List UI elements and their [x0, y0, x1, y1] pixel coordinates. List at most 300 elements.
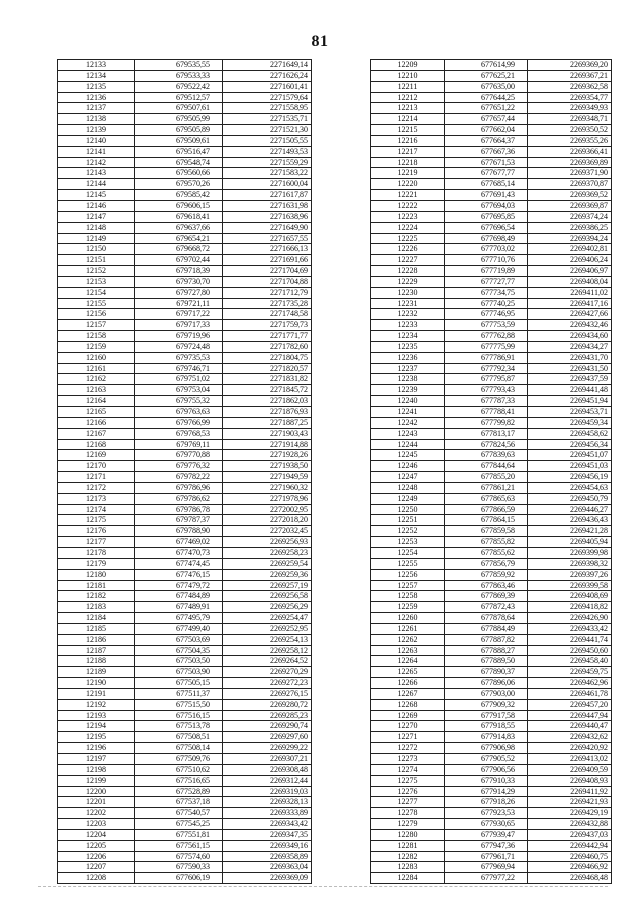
y-coordinate-cell: 2269451,07: [528, 450, 612, 461]
table-row: [58, 233, 312, 244]
x-coordinate-cell: 677856,79: [445, 558, 528, 569]
x-coordinate-cell: 677889,50: [445, 656, 528, 667]
y-coordinate-cell: 2271600,04: [223, 179, 312, 190]
y-coordinate-cell: 2269432,46: [528, 320, 612, 331]
y-coordinate-cell: 2269370,87: [528, 179, 612, 190]
y-coordinate-cell: 2271704,88: [223, 276, 312, 287]
page-bottom-edge: [38, 886, 608, 887]
y-coordinate-cell: 2269437,03: [528, 829, 612, 840]
table-row: [58, 146, 312, 157]
y-coordinate-cell: 2271558,95: [223, 103, 312, 114]
x-coordinate-cell: 679505,89: [135, 125, 223, 136]
point-number-cell: 12146: [58, 200, 135, 211]
point-number-cell: 12154: [58, 287, 135, 298]
table-row: [371, 320, 612, 331]
x-coordinate-cell: 679570,26: [135, 179, 223, 190]
table-row: [58, 537, 312, 548]
point-number-cell: 12213: [371, 103, 445, 114]
x-coordinate-cell: 679786,78: [135, 504, 223, 515]
x-coordinate-cell: 677896,06: [445, 678, 528, 689]
y-coordinate-cell: 2269450,60: [528, 645, 612, 656]
table-row: [371, 472, 612, 483]
table-row: [58, 602, 312, 613]
y-coordinate-cell: 2269259,36: [223, 569, 312, 580]
table-row: [371, 699, 612, 710]
y-coordinate-cell: 2269362,58: [528, 81, 612, 92]
point-number-cell: 12135: [58, 81, 135, 92]
x-coordinate-cell: 677504,35: [135, 645, 223, 656]
point-number-cell: 12252: [371, 526, 445, 537]
x-coordinate-cell: 679507,61: [135, 103, 223, 114]
y-coordinate-cell: 2271559,29: [223, 157, 312, 168]
y-coordinate-cell: 2269285,23: [223, 710, 312, 721]
x-coordinate-cell: 677635,00: [445, 81, 528, 92]
table-row: [58, 450, 312, 461]
x-coordinate-cell: 679755,32: [135, 396, 223, 407]
x-coordinate-cell: 677664,37: [445, 135, 528, 146]
x-coordinate-cell: 677939,47: [445, 829, 528, 840]
y-coordinate-cell: 2269312,44: [223, 775, 312, 786]
x-coordinate-cell: 677887,82: [445, 634, 528, 645]
table-row: [58, 244, 312, 255]
point-number-cell: 12204: [58, 829, 135, 840]
x-coordinate-cell: 677775,99: [445, 341, 528, 352]
x-coordinate-cell: 677644,25: [445, 92, 528, 103]
x-coordinate-cell: 679719,96: [135, 331, 223, 342]
table-row: [371, 135, 612, 146]
point-number-cell: 12230: [371, 287, 445, 298]
table-row: [371, 81, 612, 92]
point-number-cell: 12141: [58, 146, 135, 157]
y-coordinate-cell: 2269350,52: [528, 125, 612, 136]
point-number-cell: 12280: [371, 829, 445, 840]
x-coordinate-cell: 679766,99: [135, 417, 223, 428]
point-number-cell: 12205: [58, 840, 135, 851]
y-coordinate-cell: 2269456,19: [528, 472, 612, 483]
y-coordinate-cell: 2269441,48: [528, 385, 612, 396]
point-number-cell: 12163: [58, 385, 135, 396]
point-number-cell: 12192: [58, 699, 135, 710]
y-coordinate-cell: 2272002,95: [223, 504, 312, 515]
point-number-cell: 12145: [58, 190, 135, 201]
point-number-cell: 12265: [371, 667, 445, 678]
table-row: [371, 710, 612, 721]
x-coordinate-cell: 677855,62: [445, 547, 528, 558]
x-coordinate-cell: 677753,59: [445, 320, 528, 331]
y-coordinate-cell: 2271626,24: [223, 70, 312, 81]
point-number-cell: 12189: [58, 667, 135, 678]
table-row: [58, 396, 312, 407]
point-number-cell: 12176: [58, 526, 135, 537]
table-row: [371, 678, 612, 689]
y-coordinate-cell: 2271820,57: [223, 363, 312, 374]
point-number-cell: 12245: [371, 450, 445, 461]
table-row: [58, 439, 312, 450]
table-row: [58, 656, 312, 667]
y-coordinate-cell: 2269254,47: [223, 613, 312, 624]
point-number-cell: 12283: [371, 862, 445, 873]
y-coordinate-cell: 2269457,20: [528, 699, 612, 710]
point-number-cell: 12175: [58, 515, 135, 526]
y-coordinate-cell: 2269426,90: [528, 613, 612, 624]
x-coordinate-cell: 679787,37: [135, 515, 223, 526]
x-coordinate-cell: 677703,02: [445, 244, 528, 255]
y-coordinate-cell: 2269413,02: [528, 754, 612, 765]
point-number-cell: 12267: [371, 688, 445, 699]
y-coordinate-cell: 2269459,34: [528, 417, 612, 428]
x-coordinate-cell: 677844,64: [445, 461, 528, 472]
table-row: [371, 374, 612, 385]
x-coordinate-cell: 677762,88: [445, 331, 528, 342]
x-coordinate-cell: 677865,63: [445, 493, 528, 504]
coordinates-table-right-body: [371, 60, 612, 884]
point-number-cell: 12279: [371, 819, 445, 830]
x-coordinate-cell: 679512,57: [135, 92, 223, 103]
table-row: [58, 515, 312, 526]
y-coordinate-cell: 2269290,74: [223, 721, 312, 732]
table-row: [58, 623, 312, 634]
point-number-cell: 12249: [371, 493, 445, 504]
point-number-cell: 12169: [58, 450, 135, 461]
point-number-cell: 12166: [58, 417, 135, 428]
table-row: [371, 266, 612, 277]
y-coordinate-cell: 2269328,13: [223, 797, 312, 808]
point-number-cell: 12251: [371, 515, 445, 526]
x-coordinate-cell: 679505,99: [135, 114, 223, 125]
table-row: [371, 439, 612, 450]
x-coordinate-cell: 677540,57: [135, 808, 223, 819]
table-row: [58, 634, 312, 645]
x-coordinate-cell: 679721,11: [135, 298, 223, 309]
table-row: [58, 320, 312, 331]
y-coordinate-cell: 2269447,94: [528, 710, 612, 721]
y-coordinate-cell: 2269280,72: [223, 699, 312, 710]
point-number-cell: 12209: [371, 60, 445, 71]
point-number-cell: 12229: [371, 276, 445, 287]
point-number-cell: 12258: [371, 591, 445, 602]
y-coordinate-cell: 2269308,48: [223, 764, 312, 775]
y-coordinate-cell: 2269421,93: [528, 797, 612, 808]
table-row: [371, 613, 612, 624]
x-coordinate-cell: 677537,18: [135, 797, 223, 808]
point-number-cell: 12275: [371, 775, 445, 786]
table-row: [58, 493, 312, 504]
table-row: [58, 266, 312, 277]
x-coordinate-cell: 677905,52: [445, 754, 528, 765]
y-coordinate-cell: 2269386,25: [528, 222, 612, 233]
x-coordinate-cell: 677574,60: [135, 851, 223, 862]
y-coordinate-cell: 2269369,89: [528, 157, 612, 168]
table-row: [58, 808, 312, 819]
table-row: [371, 688, 612, 699]
table-row: [58, 385, 312, 396]
table-row: [58, 754, 312, 765]
point-number-cell: 12162: [58, 374, 135, 385]
point-number-cell: 12139: [58, 125, 135, 136]
y-coordinate-cell: 2269399,98: [528, 547, 612, 558]
point-number-cell: 12181: [58, 580, 135, 591]
table-row: [371, 862, 612, 873]
table-row: [371, 341, 612, 352]
x-coordinate-cell: 679768,53: [135, 428, 223, 439]
table-row: [58, 688, 312, 699]
table-row: [371, 819, 612, 830]
table-row: [58, 363, 312, 374]
point-number-cell: 12147: [58, 211, 135, 222]
x-coordinate-cell: 679606,15: [135, 200, 223, 211]
point-number-cell: 12186: [58, 634, 135, 645]
table-row: [371, 428, 612, 439]
x-coordinate-cell: 677903,00: [445, 688, 528, 699]
point-number-cell: 12263: [371, 645, 445, 656]
y-coordinate-cell: 2269462,96: [528, 678, 612, 689]
y-coordinate-cell: 2271831,82: [223, 374, 312, 385]
table-row: [371, 569, 612, 580]
point-number-cell: 12241: [371, 407, 445, 418]
table-row: [58, 786, 312, 797]
table-row: [371, 125, 612, 136]
y-coordinate-cell: 2269254,13: [223, 634, 312, 645]
x-coordinate-cell: 677691,43: [445, 190, 528, 201]
x-coordinate-cell: 677719,89: [445, 266, 528, 277]
x-coordinate-cell: 677906,98: [445, 743, 528, 754]
y-coordinate-cell: 2269272,23: [223, 678, 312, 689]
x-coordinate-cell: 677694,03: [445, 200, 528, 211]
y-coordinate-cell: 2269394,24: [528, 233, 612, 244]
coordinates-table-right: [370, 59, 612, 884]
point-number-cell: 12156: [58, 309, 135, 320]
y-coordinate-cell: 2269461,78: [528, 688, 612, 699]
x-coordinate-cell: 679522,42: [135, 81, 223, 92]
x-coordinate-cell: 677792,34: [445, 363, 528, 374]
y-coordinate-cell: 2269363,04: [223, 862, 312, 873]
y-coordinate-cell: 2269399,58: [528, 580, 612, 591]
point-number-cell: 12214: [371, 114, 445, 125]
y-coordinate-cell: 2269453,71: [528, 407, 612, 418]
table-row: [58, 699, 312, 710]
x-coordinate-cell: 677508,14: [135, 743, 223, 754]
y-coordinate-cell: 2269466,92: [528, 862, 612, 873]
y-coordinate-cell: 2269408,04: [528, 276, 612, 287]
point-number-cell: 12236: [371, 352, 445, 363]
table-row: [371, 797, 612, 808]
table-row: [371, 244, 612, 255]
table-row: [371, 482, 612, 493]
y-coordinate-cell: 2269307,21: [223, 754, 312, 765]
table-row: [371, 515, 612, 526]
table-row: [371, 70, 612, 81]
point-number-cell: 12161: [58, 363, 135, 374]
x-coordinate-cell: 679776,32: [135, 461, 223, 472]
y-coordinate-cell: 2269451,03: [528, 461, 612, 472]
y-coordinate-cell: 2271649,90: [223, 222, 312, 233]
point-number-cell: 12170: [58, 461, 135, 472]
point-number-cell: 12232: [371, 309, 445, 320]
x-coordinate-cell: 677795,87: [445, 374, 528, 385]
point-number-cell: 12164: [58, 396, 135, 407]
point-number-cell: 12242: [371, 417, 445, 428]
table-row: [58, 873, 312, 884]
point-number-cell: 12149: [58, 233, 135, 244]
table-row: [371, 309, 612, 320]
y-coordinate-cell: 2269436,43: [528, 515, 612, 526]
x-coordinate-cell: 679718,39: [135, 266, 223, 277]
y-coordinate-cell: 2271782,60: [223, 341, 312, 352]
point-number-cell: 12168: [58, 439, 135, 450]
y-coordinate-cell: 2271862,03: [223, 396, 312, 407]
table-row: [58, 613, 312, 624]
table-row: [371, 92, 612, 103]
table-row: [371, 407, 612, 418]
table-row: [371, 114, 612, 125]
point-number-cell: 12269: [371, 710, 445, 721]
table-row: [371, 851, 612, 862]
y-coordinate-cell: 2269406,97: [528, 266, 612, 277]
y-coordinate-cell: 2269369,09: [223, 873, 312, 884]
point-number-cell: 12134: [58, 70, 135, 81]
point-number-cell: 12274: [371, 764, 445, 775]
table-row: [371, 645, 612, 656]
point-number-cell: 12202: [58, 808, 135, 819]
point-number-cell: 12216: [371, 135, 445, 146]
x-coordinate-cell: 677878,64: [445, 613, 528, 624]
x-coordinate-cell: 677855,82: [445, 537, 528, 548]
point-number-cell: 12183: [58, 602, 135, 613]
point-number-cell: 12211: [371, 81, 445, 92]
table-row: [58, 667, 312, 678]
y-coordinate-cell: 2269405,94: [528, 537, 612, 548]
x-coordinate-cell: 679585,42: [135, 190, 223, 201]
x-coordinate-cell: 677890,37: [445, 667, 528, 678]
table-row: [58, 168, 312, 179]
table-row: [58, 157, 312, 168]
x-coordinate-cell: 677489,91: [135, 602, 223, 613]
y-coordinate-cell: 2269434,60: [528, 331, 612, 342]
point-number-cell: 12271: [371, 732, 445, 743]
x-coordinate-cell: 677855,20: [445, 472, 528, 483]
point-number-cell: 12173: [58, 493, 135, 504]
point-number-cell: 12219: [371, 168, 445, 179]
point-number-cell: 12278: [371, 808, 445, 819]
x-coordinate-cell: 677961,71: [445, 851, 528, 862]
x-coordinate-cell: 677859,92: [445, 569, 528, 580]
x-coordinate-cell: 677503,69: [135, 634, 223, 645]
y-coordinate-cell: 2271845,72: [223, 385, 312, 396]
x-coordinate-cell: 679637,66: [135, 222, 223, 233]
x-coordinate-cell: 677625,21: [445, 70, 528, 81]
x-coordinate-cell: 677977,22: [445, 873, 528, 884]
y-coordinate-cell: 2269429,19: [528, 808, 612, 819]
point-number-cell: 12153: [58, 276, 135, 287]
y-coordinate-cell: 2271960,32: [223, 482, 312, 493]
y-coordinate-cell: 2269421,28: [528, 526, 612, 537]
table-row: [371, 754, 612, 765]
table-row: [371, 667, 612, 678]
x-coordinate-cell: 677484,89: [135, 591, 223, 602]
x-coordinate-cell: 679763,63: [135, 407, 223, 418]
y-coordinate-cell: 2271505,55: [223, 135, 312, 146]
point-number-cell: 12231: [371, 298, 445, 309]
table-row: [58, 764, 312, 775]
x-coordinate-cell: 677864,15: [445, 515, 528, 526]
table-row: [58, 678, 312, 689]
x-coordinate-cell: 679727,80: [135, 287, 223, 298]
x-coordinate-cell: 677470,73: [135, 547, 223, 558]
x-coordinate-cell: 679770,88: [135, 450, 223, 461]
x-coordinate-cell: 677590,33: [135, 862, 223, 873]
table-row: [58, 482, 312, 493]
y-coordinate-cell: 2269355,26: [528, 135, 612, 146]
y-coordinate-cell: 2269398,32: [528, 558, 612, 569]
x-coordinate-cell: 677914,83: [445, 732, 528, 743]
table-row: [371, 233, 612, 244]
table-row: [58, 341, 312, 352]
y-coordinate-cell: 2269440,47: [528, 721, 612, 732]
y-coordinate-cell: 2271617,87: [223, 190, 312, 201]
y-coordinate-cell: 2271928,26: [223, 450, 312, 461]
table-row: [371, 200, 612, 211]
x-coordinate-cell: 679717,22: [135, 309, 223, 320]
table-row: [371, 634, 612, 645]
y-coordinate-cell: 2271638,96: [223, 211, 312, 222]
table-row: [371, 537, 612, 548]
table-row: [371, 450, 612, 461]
point-number-cell: 12138: [58, 114, 135, 125]
x-coordinate-cell: 677888,27: [445, 645, 528, 656]
y-coordinate-cell: 2272032,45: [223, 526, 312, 537]
x-coordinate-cell: 677503,50: [135, 656, 223, 667]
point-number-cell: 12272: [371, 743, 445, 754]
y-coordinate-cell: 2269411,02: [528, 287, 612, 298]
y-coordinate-cell: 2272018,20: [223, 515, 312, 526]
table-row: [58, 428, 312, 439]
y-coordinate-cell: 2269432,62: [528, 732, 612, 743]
y-coordinate-cell: 2269299,22: [223, 743, 312, 754]
x-coordinate-cell: 677884,49: [445, 623, 528, 634]
table-row: [371, 656, 612, 667]
table-row: [58, 840, 312, 851]
x-coordinate-cell: 677508,51: [135, 732, 223, 743]
x-coordinate-cell: 679516,47: [135, 146, 223, 157]
x-coordinate-cell: 677909,32: [445, 699, 528, 710]
x-coordinate-cell: 677510,62: [135, 764, 223, 775]
table-row: [58, 255, 312, 266]
table-row: [58, 851, 312, 862]
point-number-cell: 12179: [58, 558, 135, 569]
y-coordinate-cell: 2269409,59: [528, 764, 612, 775]
x-coordinate-cell: 677863,46: [445, 580, 528, 591]
table-row: [371, 417, 612, 428]
y-coordinate-cell: 2269367,21: [528, 70, 612, 81]
x-coordinate-cell: 677930,65: [445, 819, 528, 830]
table-row: [58, 461, 312, 472]
point-number-cell: 12250: [371, 504, 445, 515]
y-coordinate-cell: 2269348,71: [528, 114, 612, 125]
x-coordinate-cell: 677696,54: [445, 222, 528, 233]
point-number-cell: 12268: [371, 699, 445, 710]
table-row: [371, 808, 612, 819]
table-row: [58, 645, 312, 656]
table-row: [371, 732, 612, 743]
point-number-cell: 12198: [58, 764, 135, 775]
y-coordinate-cell: 2271903,43: [223, 428, 312, 439]
x-coordinate-cell: 677509,76: [135, 754, 223, 765]
table-row: [371, 504, 612, 515]
table-row: [371, 211, 612, 222]
point-number-cell: 12254: [371, 547, 445, 558]
x-coordinate-cell: 679548,74: [135, 157, 223, 168]
point-number-cell: 12281: [371, 840, 445, 851]
